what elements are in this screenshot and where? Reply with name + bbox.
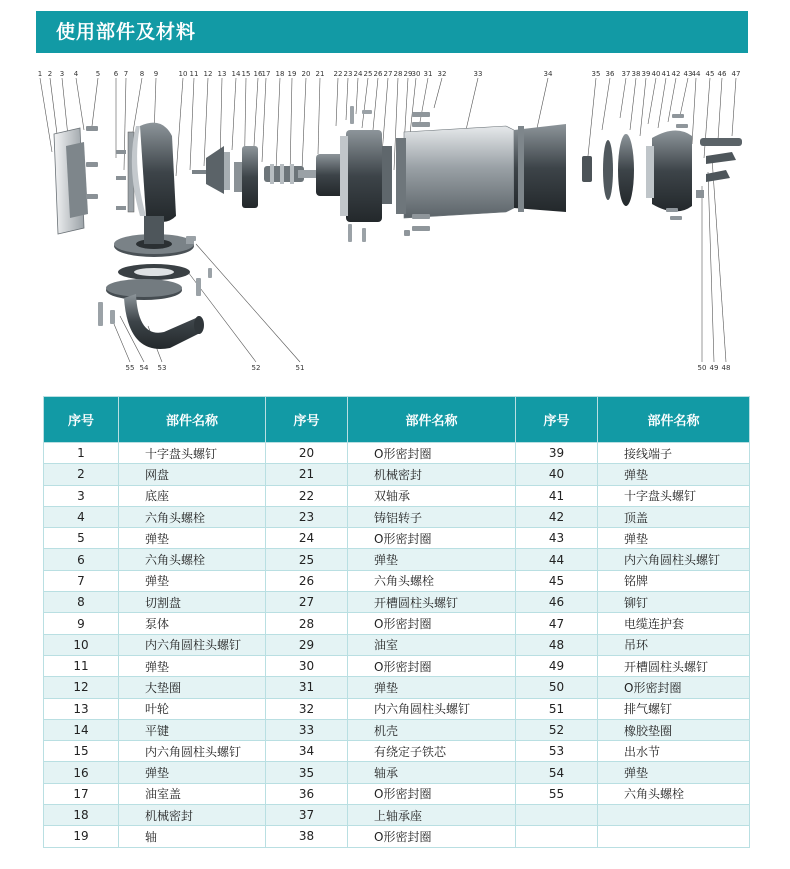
part-name-cell: 出水节 — [598, 741, 750, 762]
callout: 31 — [423, 70, 433, 78]
callout: 33 — [473, 70, 483, 78]
part-number-cell: 47 — [516, 613, 598, 634]
callout: 37 — [621, 70, 631, 78]
table-row — [44, 506, 750, 527]
part-number-cell: 39 — [516, 443, 598, 464]
part-name-cell: 十字盘头螺钉 — [119, 443, 266, 464]
part-name-cell: 内六角圆柱头螺钉 — [598, 549, 750, 570]
callout: 11 — [189, 70, 199, 78]
part-name-cell: 弹垫 — [119, 528, 266, 549]
callout: 13 — [217, 70, 227, 78]
part-number-cell: 11 — [44, 655, 119, 676]
callout: 50 — [697, 364, 707, 372]
part-number-cell: 10 — [44, 634, 119, 655]
column-header: 部件名称 — [598, 397, 750, 443]
part-number-cell: 29 — [266, 634, 348, 655]
part-name-cell: O形密封圈 — [348, 528, 516, 549]
part-number-cell: 43 — [516, 528, 598, 549]
callout: 5 — [95, 70, 101, 78]
table-row — [44, 677, 750, 698]
part-number-cell: 44 — [516, 549, 598, 570]
section-title-bar — [36, 11, 748, 53]
table-row — [44, 783, 750, 804]
callout-labels-top — [36, 66, 748, 376]
part-name-cell: 排气螺钉 — [598, 698, 750, 719]
callout: 47 — [731, 70, 741, 78]
part-name-cell: O形密封圈 — [348, 613, 516, 634]
callout: 8 — [139, 70, 145, 78]
part-number-cell: 18 — [44, 805, 119, 826]
part-name-cell: 轴承 — [348, 762, 516, 783]
callout: 45 — [705, 70, 715, 78]
part-name-cell: 六角头螺栓 — [119, 506, 266, 527]
part-number-cell — [516, 805, 598, 826]
part-number-cell: 41 — [516, 485, 598, 506]
table-row — [44, 634, 750, 655]
callout: 38 — [631, 70, 641, 78]
callout: 39 — [641, 70, 651, 78]
callout: 15 — [241, 70, 251, 78]
callout: 10 — [178, 70, 188, 78]
part-name-cell: 开槽圆柱头螺钉 — [348, 592, 516, 613]
callout: 49 — [709, 364, 719, 372]
column-header: 序号 — [516, 397, 598, 443]
column-header: 部件名称 — [348, 397, 516, 443]
table-row — [44, 826, 750, 847]
part-name-cell: 内六角圆柱头螺钉 — [119, 634, 266, 655]
callout: 43 — [683, 70, 693, 78]
part-number-cell — [516, 826, 598, 847]
part-number-cell: 49 — [516, 655, 598, 676]
table-row — [44, 698, 750, 719]
part-number-cell: 6 — [44, 549, 119, 570]
callout: 30 — [411, 70, 421, 78]
callout: 28 — [393, 70, 403, 78]
part-name-cell: 轴 — [119, 826, 266, 847]
part-name-cell: 弹垫 — [119, 570, 266, 591]
callout: 35 — [591, 70, 601, 78]
column-header: 序号 — [44, 397, 119, 443]
callout: 32 — [437, 70, 447, 78]
table-row — [44, 485, 750, 506]
callout: 6 — [113, 70, 119, 78]
table-row — [44, 443, 750, 464]
table-row — [44, 549, 750, 570]
part-number-cell: 42 — [516, 506, 598, 527]
callout: 7 — [123, 70, 129, 78]
callout: 51 — [295, 364, 305, 372]
part-name-cell: 铆钉 — [598, 592, 750, 613]
part-name-cell: 有绕定子铁芯 — [348, 741, 516, 762]
part-number-cell: 28 — [266, 613, 348, 634]
part-number-cell: 35 — [266, 762, 348, 783]
part-name-cell: 弹垫 — [598, 464, 750, 485]
part-number-cell: 8 — [44, 592, 119, 613]
part-number-cell: 48 — [516, 634, 598, 655]
part-name-cell: 电缆连护套 — [598, 613, 750, 634]
callout: 22 — [333, 70, 343, 78]
callout: 14 — [231, 70, 241, 78]
part-number-cell: 31 — [266, 677, 348, 698]
part-number-cell: 4 — [44, 506, 119, 527]
part-number-cell: 25 — [266, 549, 348, 570]
part-name-cell — [598, 826, 750, 847]
part-name-cell — [598, 805, 750, 826]
part-number-cell: 22 — [266, 485, 348, 506]
callout: 55 — [125, 364, 135, 372]
callout: 9 — [153, 70, 159, 78]
part-name-cell: 弹垫 — [119, 762, 266, 783]
part-name-cell: 弹垫 — [598, 528, 750, 549]
callout: 23 — [343, 70, 353, 78]
column-header: 部件名称 — [119, 397, 266, 443]
part-number-cell: 23 — [266, 506, 348, 527]
part-number-cell: 33 — [266, 719, 348, 740]
part-name-cell: 切割盘 — [119, 592, 266, 613]
part-number-cell: 24 — [266, 528, 348, 549]
callout: 26 — [373, 70, 383, 78]
callout: 36 — [605, 70, 615, 78]
part-name-cell: 大垫圈 — [119, 677, 266, 698]
part-name-cell: 六角头螺栓 — [119, 549, 266, 570]
part-name-cell: 六角头螺栓 — [348, 570, 516, 591]
callout: 2 — [47, 70, 53, 78]
callout: 4 — [73, 70, 79, 78]
part-name-cell: 铭牌 — [598, 570, 750, 591]
part-name-cell: 叶轮 — [119, 698, 266, 719]
callout: 40 — [651, 70, 661, 78]
callout: 18 — [275, 70, 285, 78]
callout: 46 — [717, 70, 727, 78]
part-number-cell: 3 — [44, 485, 119, 506]
table-row — [44, 741, 750, 762]
part-name-cell: O形密封圈 — [348, 826, 516, 847]
callout: 41 — [661, 70, 671, 78]
table-row — [44, 655, 750, 676]
part-number-cell: 32 — [266, 698, 348, 719]
part-name-cell: 内六角圆柱头螺钉 — [119, 741, 266, 762]
part-name-cell: 弹垫 — [348, 677, 516, 698]
part-number-cell: 19 — [44, 826, 119, 847]
callout: 52 — [251, 364, 261, 372]
part-number-cell: 2 — [44, 464, 119, 485]
part-number-cell: 27 — [266, 592, 348, 613]
part-name-cell: 上轴承座 — [348, 805, 516, 826]
callout: 3 — [59, 70, 65, 78]
part-name-cell: 接线端子 — [598, 443, 750, 464]
part-number-cell: 13 — [44, 698, 119, 719]
callout: 21 — [315, 70, 325, 78]
part-number-cell: 15 — [44, 741, 119, 762]
table-row — [44, 464, 750, 485]
table-row — [44, 805, 750, 826]
part-number-cell: 9 — [44, 613, 119, 634]
callout: 27 — [383, 70, 393, 78]
part-name-cell: 吊环 — [598, 634, 750, 655]
part-number-cell: 21 — [266, 464, 348, 485]
callout: 34 — [543, 70, 553, 78]
callout: 53 — [157, 364, 167, 372]
callout: 16 — [253, 70, 263, 78]
part-number-cell: 54 — [516, 762, 598, 783]
part-number-cell: 34 — [266, 741, 348, 762]
column-header: 序号 — [266, 397, 348, 443]
table-row — [44, 762, 750, 783]
part-number-cell: 37 — [266, 805, 348, 826]
part-name-cell: 平键 — [119, 719, 266, 740]
part-number-cell: 45 — [516, 570, 598, 591]
table-row — [44, 592, 750, 613]
exploded-parts-diagram — [36, 66, 748, 376]
parts-table — [43, 396, 750, 848]
part-name-cell: 泵体 — [119, 613, 266, 634]
table-row — [44, 528, 750, 549]
part-name-cell: 弹垫 — [348, 549, 516, 570]
part-name-cell: 六角头螺栓 — [598, 783, 750, 804]
callout: 19 — [287, 70, 297, 78]
part-name-cell: 顶盖 — [598, 506, 750, 527]
table-row — [44, 613, 750, 634]
table-header-row — [44, 397, 750, 443]
part-name-cell: 双轴承 — [348, 485, 516, 506]
part-name-cell: O形密封圈 — [348, 655, 516, 676]
part-number-cell: 55 — [516, 783, 598, 804]
part-name-cell: 油室盖 — [119, 783, 266, 804]
part-number-cell: 40 — [516, 464, 598, 485]
part-number-cell: 53 — [516, 741, 598, 762]
callout: 44 — [691, 70, 701, 78]
callout: 20 — [301, 70, 311, 78]
callout: 54 — [139, 364, 149, 372]
part-number-cell: 5 — [44, 528, 119, 549]
part-name-cell: 机械密封 — [119, 805, 266, 826]
part-name-cell: 底座 — [119, 485, 266, 506]
part-number-cell: 30 — [266, 655, 348, 676]
part-number-cell: 50 — [516, 677, 598, 698]
section-title: 使用部件及材料 — [56, 21, 197, 43]
part-name-cell: O形密封圈 — [348, 783, 516, 804]
part-name-cell: 弹垫 — [598, 762, 750, 783]
table-row — [44, 719, 750, 740]
part-number-cell: 14 — [44, 719, 119, 740]
part-number-cell: 1 — [44, 443, 119, 464]
part-name-cell: 十字盘头螺钉 — [598, 485, 750, 506]
part-name-cell: 网盘 — [119, 464, 266, 485]
table-row — [44, 570, 750, 591]
part-number-cell: 52 — [516, 719, 598, 740]
callout: 1 — [37, 70, 43, 78]
callout: 12 — [203, 70, 213, 78]
callout: 24 — [353, 70, 363, 78]
part-name-cell: 橡胶垫圈 — [598, 719, 750, 740]
part-number-cell: 46 — [516, 592, 598, 613]
callout: 17 — [261, 70, 271, 78]
part-name-cell: O形密封圈 — [598, 677, 750, 698]
part-name-cell: O形密封圈 — [348, 443, 516, 464]
part-number-cell: 51 — [516, 698, 598, 719]
part-number-cell: 16 — [44, 762, 119, 783]
part-name-cell: 铸铝转子 — [348, 506, 516, 527]
part-number-cell: 38 — [266, 826, 348, 847]
part-number-cell: 36 — [266, 783, 348, 804]
part-name-cell: 机壳 — [348, 719, 516, 740]
part-number-cell: 20 — [266, 443, 348, 464]
callout: 42 — [671, 70, 681, 78]
callout: 29 — [403, 70, 413, 78]
part-name-cell: 内六角圆柱头螺钉 — [348, 698, 516, 719]
part-number-cell: 17 — [44, 783, 119, 804]
callout: 25 — [363, 70, 373, 78]
part-name-cell: 弹垫 — [119, 655, 266, 676]
callout: 48 — [721, 364, 731, 372]
part-name-cell: 油室 — [348, 634, 516, 655]
part-number-cell: 12 — [44, 677, 119, 698]
part-name-cell: 机械密封 — [348, 464, 516, 485]
part-number-cell: 7 — [44, 570, 119, 591]
part-number-cell: 26 — [266, 570, 348, 591]
part-name-cell: 开槽圆柱头螺钉 — [598, 655, 750, 676]
